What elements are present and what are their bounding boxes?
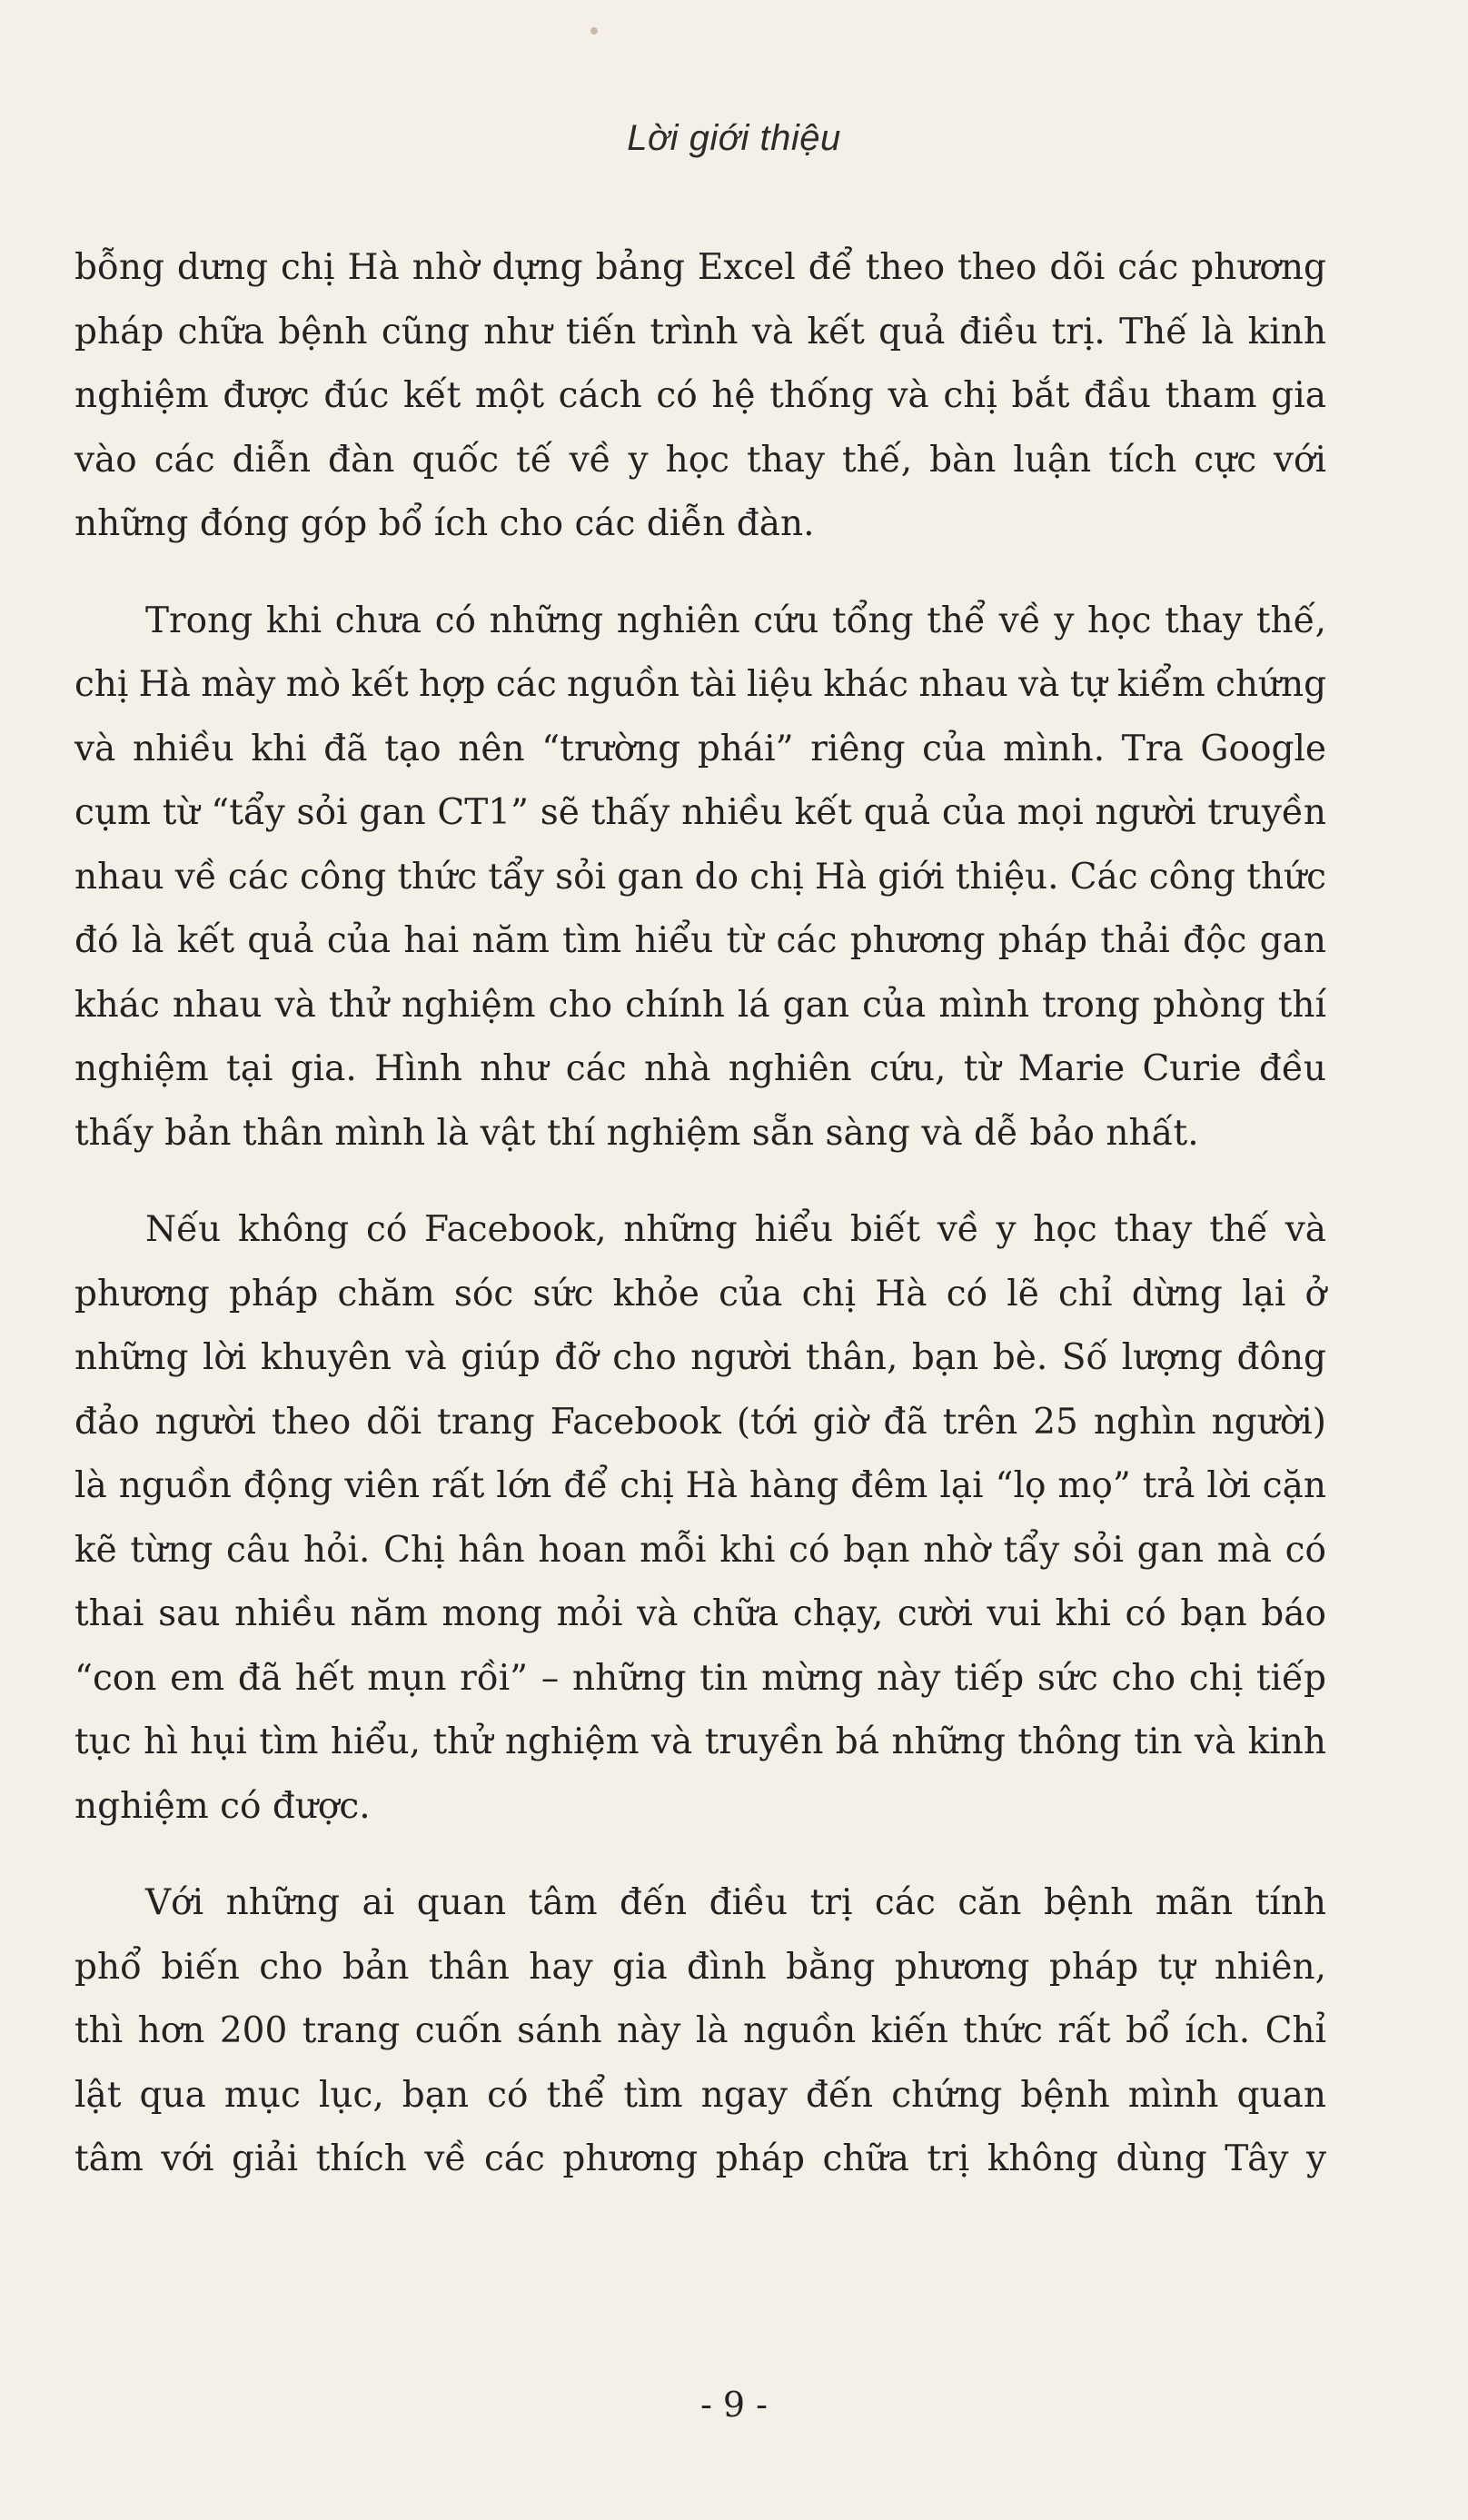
paragraph: [74, 236, 1326, 557]
body-text: [74, 236, 1326, 2225]
page-number: - 9 -: [699, 2385, 768, 2425]
text-line: và nhiều khi đã tạo nên “trường phái” riêng của mình. Tra Google: [74, 728, 1326, 769]
paragraph: [74, 590, 1326, 1166]
text-line: những đóng góp bổ ích cho các diễn đàn.: [74, 503, 815, 544]
text-line: nghiệm tại gia. Hình như các nhà nghiên cứu, từ Marie Curie đều: [74, 1048, 1326, 1089]
text-line: thấy bản thân mình là vật thí nghiệm sẵn sàng và dễ bảo nhất.: [74, 1112, 1199, 1154]
ink-speck: [590, 27, 598, 35]
text-line: tâm với giải thích về các phương pháp chữa trị không dùng Tây y: [74, 2138, 1326, 2179]
text-line: phổ biến cho bản thân hay gia đình bằng phương pháp tự nhiên,: [74, 1946, 1326, 1988]
text-line: bỗng dưng chị Hà nhờ dựng bảng Excel để theo theo dõi các phương: [74, 247, 1326, 288]
text-line: là nguồn động viên rất lớn để chị Hà hàng đêm lại “lọ mọ” trả lời cặn: [74, 1465, 1326, 1506]
text-line: lật qua mục lục, bạn có thể tìm ngay đến chứng bệnh mình quan: [74, 2074, 1326, 2116]
text-line: phương pháp chăm sóc sức khỏe của chị Hà có lẽ chỉ dừng lại ở: [74, 1273, 1326, 1315]
text-line: khác nhau và thử nghiệm cho chính lá gan của mình trong phòng thí: [74, 984, 1326, 1026]
text-line: đó là kết quả của hai năm tìm hiểu từ các phương pháp thải độc gan: [74, 920, 1326, 961]
text-line: thì hơn 200 trang cuốn sánh này là nguồn kiến thức rất bổ ích. Chỉ: [74, 2010, 1326, 2051]
text-line: chị Hà mày mò kết hợp các nguồn tài liệu khác nhau và tự kiểm chứng: [74, 664, 1326, 705]
running-head: Lời giới thiệu: [627, 118, 841, 158]
text-line: thai sau nhiều năm mong mỏi và chữa chạy, cười vui khi có bạn báo: [74, 1593, 1326, 1634]
text-line: vào các diễn đàn quốc tế về y học thay thế, bàn luận tích cực với: [74, 439, 1326, 481]
text-line: Nếu không có Facebook, những hiểu biết về y học thay thế và: [145, 1209, 1326, 1250]
paragraph: [74, 1198, 1326, 1839]
paragraph: [74, 1871, 1326, 2192]
text-line: “con em đã hết mụn rồi” – những tin mừng này tiếp sức cho chị tiếp: [74, 1657, 1326, 1699]
text-line: nghiệm được đúc kết một cách có hệ thống và chị bắt đầu tham gia: [74, 375, 1326, 416]
text-line: đảo người theo dõi trang Facebook (tới giờ đã trên 25 nghìn người): [74, 1401, 1326, 1443]
text-line: Với những ai quan tâm đến điều trị các căn bệnh mãn tính: [145, 1882, 1326, 1923]
text-line: Trong khi chưa có những nghiên cứu tổng thể về y học thay thế,: [145, 600, 1326, 641]
text-line: pháp chữa bệnh cũng như tiến trình và kết quả điều trị. Thế là kinh: [74, 311, 1326, 352]
text-line: kẽ từng câu hỏi. Chị hân hoan mỗi khi có bạn nhờ tẩy sỏi gan mà có: [74, 1529, 1326, 1571]
text-line: tục hì hụi tìm hiểu, thử nghiệm và truyền bá những thông tin và kinh: [74, 1721, 1326, 1762]
text-line: nghiệm có được.: [74, 1785, 371, 1827]
text-line: cụm từ “tẩy sỏi gan CT1” sẽ thấy nhiều kết quả của mọi người truyền: [74, 792, 1326, 833]
text-line: những lời khuyên và giúp đỡ cho người thân, bạn bè. Số lượng đông: [74, 1337, 1326, 1378]
text-line: nhau về các công thức tẩy sỏi gan do chị Hà giới thiệu. Các công thức: [74, 856, 1326, 898]
